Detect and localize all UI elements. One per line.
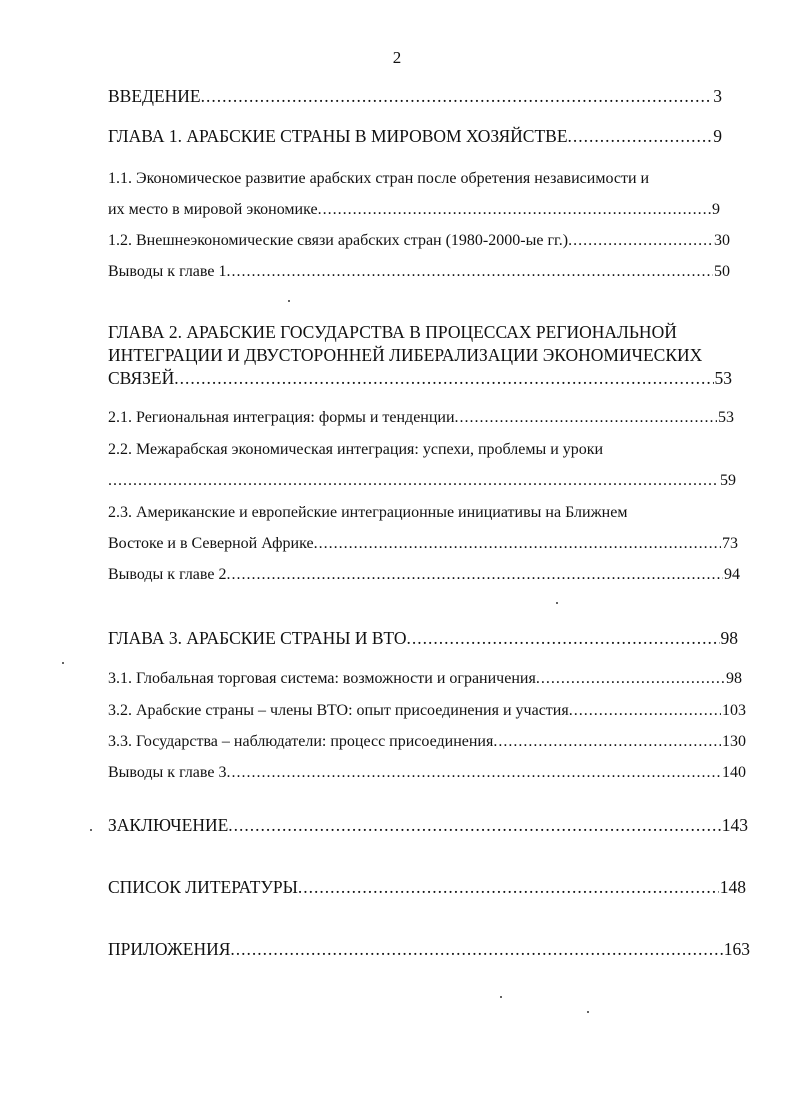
dot-leader — [228, 815, 720, 836]
toc-title: ВВЕДЕНИЕ — [108, 86, 201, 106]
toc-title: 3.1. Глобальная торговая система: возможности и ограничения — [108, 670, 536, 687]
toc-entry-intro[interactable] — [108, 86, 722, 107]
dot-leader — [493, 733, 721, 751]
scan-speck — [62, 662, 64, 664]
toc-title: ЗАКЛЮЧЕНИЕ — [108, 815, 229, 835]
toc-section-2-2[interactable] — [108, 472, 736, 490]
toc-conclusions-chapter3[interactable] — [108, 764, 746, 782]
toc-title: 3.3. Государства – наблюдатели: процесс присоединения — [108, 733, 494, 750]
toc-section-3-2[interactable] — [108, 702, 746, 720]
toc-title: ГЛАВА 1. АРАБСКИЕ СТРАНЫ В МИРОВОМ ХОЗЯЙСТВЕ — [108, 126, 568, 146]
toc-section-1-1-line1[interactable]: 1.1. Экономическое развитие арабских стран после обретения независимости и — [108, 170, 650, 187]
toc-title: 3.2. Арабские страны – члены ВТО: опыт присоединения и участия — [108, 702, 569, 719]
toc-title: Выводы к главе 3 — [108, 764, 227, 781]
toc-page: 53 — [718, 409, 734, 426]
toc-page: 140 — [722, 764, 746, 781]
toc-entry-appendices[interactable] — [108, 939, 750, 960]
toc-page: 148 — [719, 877, 746, 897]
toc-title: их место в мировой экономике — [108, 201, 318, 218]
toc-section-2-1[interactable] — [108, 409, 734, 427]
toc-page: 73 — [722, 535, 738, 552]
dot-leader — [314, 535, 721, 553]
dot-leader — [455, 409, 717, 427]
toc-page: 103 — [722, 702, 746, 719]
toc-entry-conclusion[interactable] — [108, 815, 748, 836]
dot-leader — [226, 566, 723, 584]
toc-page: 50 — [714, 263, 730, 280]
dot-leader — [318, 201, 711, 219]
toc-page: 98 — [726, 670, 742, 687]
toc-title: Востоке и в Северной Африке — [108, 535, 314, 552]
toc-title: ГЛАВА 3. АРАБСКИЕ СТРАНЫ И ВТО — [108, 628, 407, 648]
dot-leader — [201, 86, 713, 107]
toc-entry-bibliography[interactable] — [108, 877, 746, 898]
toc-page: 53 — [714, 368, 732, 388]
page-number: 2 — [392, 48, 402, 67]
toc-section-2-3-line1[interactable]: 2.3. Американские и европейские интеграционные инициативы на Ближнем — [108, 504, 628, 521]
toc-page: 30 — [714, 232, 730, 249]
scan-speck — [587, 1011, 589, 1013]
toc-section-3-1[interactable] — [108, 670, 742, 688]
toc-chapter2-title-line1[interactable]: ГЛАВА 2. АРАБСКИЕ ГОСУДАРСТВА В ПРОЦЕССАХ РЕГИОНАЛЬНОЙ — [108, 322, 677, 342]
toc-page: 130 — [722, 733, 746, 750]
dot-leader — [230, 939, 722, 960]
scan-speck — [556, 602, 558, 604]
toc-entry-chapter1[interactable] — [108, 126, 722, 147]
toc-section-2-3[interactable] — [108, 535, 738, 553]
dot-leader — [226, 764, 721, 782]
dot-leader — [568, 126, 713, 147]
toc-section-1-1[interactable] — [108, 201, 720, 219]
toc-title: СПИСОК ЛИТЕРАТУРЫ — [108, 877, 298, 897]
toc-page: 9 — [712, 201, 720, 218]
toc-entry-chapter2[interactable] — [108, 368, 732, 389]
scan-speck — [288, 300, 290, 302]
toc-title: ПРИЛОЖЕНИЯ — [108, 939, 231, 959]
toc-section-2-2-title[interactable]: 2.2. Межарабская экономическая интеграция: успехи, проблемы и уроки — [108, 441, 604, 458]
dot-leader — [174, 368, 713, 389]
toc-page: 9 — [713, 126, 722, 146]
toc-page: 59 — [720, 472, 736, 489]
toc-title: 1.2. Внешнеэкономические связи арабских стран (1980-2000-ые гг.) — [108, 232, 569, 249]
toc-section-1-2[interactable] — [108, 232, 730, 250]
dot-leader — [406, 628, 719, 649]
toc-title: 2.1. Региональная интеграция: формы и тенденции — [108, 409, 455, 426]
toc-conclusions-chapter1[interactable] — [108, 263, 730, 281]
toc-title: СВЯЗЕЙ — [108, 368, 175, 388]
toc-page: 3 — [713, 86, 722, 106]
scan-speck — [90, 829, 92, 831]
dot-leader — [298, 877, 719, 898]
toc-title: Выводы к главе 2 — [108, 566, 227, 583]
toc-page: 98 — [720, 628, 738, 648]
toc-page: 163 — [723, 939, 750, 959]
dot-leader — [568, 232, 713, 250]
toc-entry-chapter3[interactable] — [108, 628, 738, 649]
dot-leader — [569, 702, 721, 720]
toc-section-3-3[interactable] — [108, 733, 746, 751]
toc-page: 94 — [724, 566, 740, 583]
dot-leader — [226, 263, 713, 281]
dot-leader — [536, 670, 725, 688]
toc-title: Выводы к главе 1 — [108, 263, 227, 280]
toc-chapter2-title-line2[interactable]: ИНТЕГРАЦИИ И ДВУСТОРОННЕЙ ЛИБЕРАЛИЗАЦИИ ЭКОНОМИЧЕСКИХ — [108, 345, 703, 365]
dot-leader — [108, 472, 719, 490]
toc-conclusions-chapter2[interactable] — [108, 566, 740, 584]
scan-speck — [500, 996, 502, 998]
toc-page: 143 — [721, 815, 748, 835]
